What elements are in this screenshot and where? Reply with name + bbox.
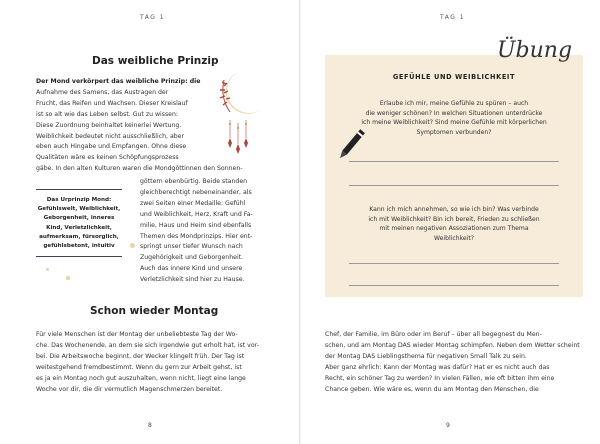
text-line: Qualitäten wäre es keinen Schöpfungsprozess: [36, 154, 179, 162]
exercise-heading: GEFÜHLE UND WEIBLICHKEIT: [392, 73, 516, 81]
question-line: ich meine Weiblichkeit? Sind meine Gefühle mit körperlichen: [361, 119, 547, 127]
text-line: Frucht, das Reifen und Wachsen. Dieser Kreislauf: [36, 99, 188, 107]
section-paragraph: [36, 330, 268, 395]
question-line: Kann ich mich annehmen, so wie ich bin? Was verbinde: [369, 206, 539, 213]
exercise-question: [339, 205, 569, 243]
page-tag: TAG 1: [140, 14, 166, 21]
answer-line[interactable]: [349, 161, 559, 162]
question-line: Erlaube ich mir, meine Gefühle zu spüren – auch: [379, 100, 529, 107]
text-line: Diese Zuordnung beinhaltet keinerlei Wertung.: [36, 121, 182, 129]
question-line: ich mit Weiblichkeit? Bin ich bereit, Frieden zu schließen: [368, 215, 540, 223]
exercise-box: [325, 55, 583, 297]
column-paragraph: [140, 177, 265, 286]
text-line: Recht, ein schöner Tag zu werden? In vielen Fällen, wie oft bitten ihm eine: [325, 374, 555, 382]
text-line: und Weiblichkeit, Herz, Kraft und Fa-: [140, 210, 253, 218]
section-paragraph: [325, 330, 587, 395]
text-line: der Montag DAS Lieblingsthema für negativen Small Talk zu sein.: [325, 352, 527, 360]
question-line: Symptomen verbunden?: [416, 128, 492, 136]
divider: [36, 189, 122, 190]
fact-line: gefühlsbetont, intuitiv: [43, 243, 115, 250]
text-line: Aufnahme des Samens, das Austragen der: [36, 88, 169, 96]
decorative-dot: [46, 268, 49, 271]
decorative-dot: [66, 276, 70, 280]
text-line: Chance geben. Wie wäre es, wenn du am Montag den Menschen, die: [325, 385, 539, 393]
text-line: göttern ebenbürtig. Beide standen: [140, 178, 248, 185]
answer-line[interactable]: [349, 263, 559, 264]
page-tag: TAG 1: [440, 14, 466, 21]
text-line: Zugehörigkeit und Geborgenheit.: [140, 254, 244, 262]
text-line: gäbe. In den alten Kulturen waren die Mondgöttinnen den Sonnen-: [36, 165, 243, 173]
text-line: eben auch Hingabe und Empfangen. Ohne diese: [36, 143, 187, 151]
answer-line[interactable]: [349, 285, 559, 286]
fact-line: Gefühlswelt, Weiblichkeit,: [37, 206, 121, 213]
text-line: Auch das innere Kind und unsere: [140, 265, 243, 273]
text-line: Woche vor dir, die dir vermutlich Magenschmerzen bereitet.: [36, 385, 223, 393]
text-line: che. Das Wochenende, an dem sie sich irgendwie gut erholt hat, ist vor-: [36, 341, 259, 349]
text-line: Themen des Mondprinzips. Hier ent-: [140, 232, 253, 240]
exercise-script-title: Übung: [497, 38, 573, 63]
question-line: die weniger schönen? In welchen Situationen unterdrücke: [365, 109, 543, 117]
text-line: Für viele Menschen ist der Montag der unbeliebteste Tag der Wo-: [36, 331, 238, 338]
divider: [36, 256, 122, 257]
text-line: Verletzlichkeit sind hier zu Hause.: [140, 276, 245, 284]
text-line: schen, und am Montag DAS wieder Montag schimpfen. Neben dem Wetter scheint: [325, 341, 580, 349]
right-page: [300, 0, 600, 444]
question-line: mit meinen negativen Assoziationen zum Thema: [379, 225, 529, 233]
fact-line: aufmerksam, fürsorglich,: [39, 233, 119, 240]
text-line: weitestgehend fremdbestimmt. Wenn du gern zur Arbeit gehst, ist: [36, 363, 242, 371]
question-line: Weiblichkeit?: [434, 234, 474, 242]
exercise-question: [339, 99, 569, 137]
decorative-dot: [130, 243, 135, 248]
text-line: gleichberechtigt nebeneinander, als: [140, 188, 252, 196]
text-line: Der Mond verkörpert das weibliche Prinzip: die: [36, 78, 201, 85]
page-heading: Das weibliche Prinzip: [92, 55, 219, 67]
text-line: es ja ein Montag noch gut auszuhalten, wenn nicht, liegt eine lange: [36, 374, 246, 382]
text-line: Aber ganz ehrlich: Kann der Montag was dafür? Hat er es nicht auch das: [325, 363, 550, 371]
text-line: Weiblichkeit bedeutet nicht ausschließlich, aber: [36, 132, 185, 140]
key-facts-box: [36, 196, 122, 251]
text-line: milie, Haus und Heim sind ebenfalls: [140, 221, 252, 229]
page-number: 9: [446, 422, 450, 429]
section-heading: Schon wieder Montag: [90, 305, 219, 317]
text-line: ist so alt wie das Leben selbst. Gut zu wissen:: [36, 110, 178, 118]
moon-dreamcatcher-icon: [208, 68, 266, 168]
text-line: bei. Die Arbeitswoche beginnt, der Wecker klingelt früh. Der Tag ist: [36, 352, 245, 360]
text-line: springt unser tiefer Wunsch nach: [140, 243, 243, 251]
intro-paragraph: [36, 77, 243, 175]
fact-line: Kind, Verletzlichkeit,: [46, 224, 112, 231]
fact-line: Geborgenheit, inneres: [43, 215, 115, 222]
page-number: 8: [148, 422, 152, 429]
answer-line[interactable]: [349, 185, 559, 186]
text-line: zwei Seiten einer Medaille: Gefühl: [140, 199, 246, 207]
pen-icon: [337, 127, 365, 163]
text-line: Chef, der Familie, im Büro oder im Beruf – über all begegnest du Men-: [325, 331, 542, 338]
fact-line: Das Urprinzip Mond:: [46, 197, 112, 203]
